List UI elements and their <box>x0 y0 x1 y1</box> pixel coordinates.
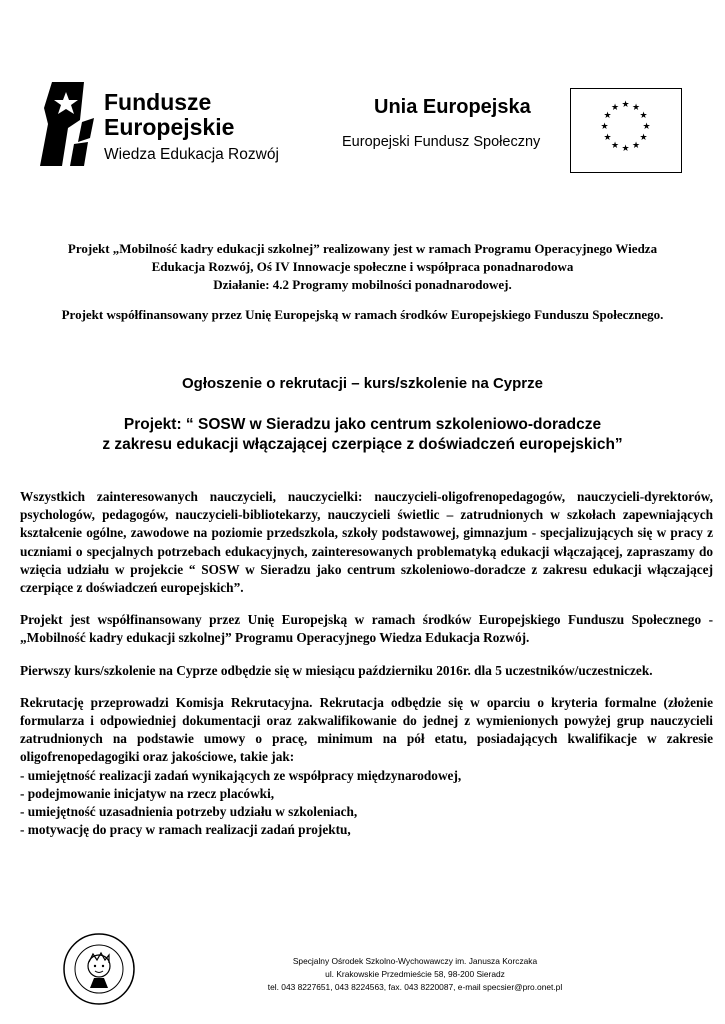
school-seal-icon <box>62 932 136 1006</box>
unia-europejska-logo <box>338 88 688 173</box>
svg-text:★: ★ <box>621 100 630 110</box>
intro-line: Projekt „Mobilność kadry edukacji szkolnej” realizowany jest w ramach Programu Operacyjnego Wiedza <box>67 241 658 256</box>
svg-text:★: ★ <box>639 111 648 121</box>
svg-text:★: ★ <box>639 133 648 143</box>
svg-text:★: ★ <box>610 141 620 151</box>
criteria-item: - umiejętność uzasadnienia potrzeby udziału w szkoleniach, <box>20 804 358 820</box>
fe-logo-subtitle: Wiedza Edukacja Rozwój <box>104 146 279 163</box>
cofinance-statement: Projekt współfinansowany przez Unię Europejską w ramach środków Europejskiego Funduszu Społecznego. <box>61 307 664 322</box>
ue-logo-title: Unia Europejska <box>374 96 531 118</box>
svg-text:★: ★ <box>603 133 612 143</box>
svg-text:★: ★ <box>642 122 651 132</box>
project-intro <box>20 240 705 324</box>
svg-text:★: ★ <box>621 144 630 154</box>
footer-line: ul. Krakowskie Przedmieście 58, 98-200 Sieradz <box>325 969 505 979</box>
fundusze-europejskie-mark-icon <box>38 78 96 170</box>
intro-line: Edukacja Rozwój, Oś IV Innowacje społeczne i współpraca ponadnarodowa <box>151 259 574 274</box>
body-paragraph: Pierwszy kurs/szkolenie na Cyprze odbędzie się w miesiącu październiku 2016r. dla 5 uczestników/uczestniczek. <box>20 662 653 678</box>
svg-text:★: ★ <box>631 103 641 113</box>
announcement-body <box>20 488 713 839</box>
footer-line: Specjalny Ośrodek Szkolno-Wychowawczy im. Janusza Korczaka <box>292 956 538 966</box>
svg-text:★: ★ <box>603 111 612 121</box>
footer <box>150 955 680 994</box>
body-paragraph: Wszystkich zainteresowanych nauczycieli, nauczycielki: nauczycieli-oligofrenopedagogów, nauczycieli-dyrektorów, psychologów, pedagogów, nauczycieli-bibliotekarzy, nauczycieli świetlic – zatrudnionych w szkołach zapewniających kształcenie ogólne, zawodowe na poziomie przedszkola, szkoły podstawowej, gimnazjum - specjalizujących się w pracy z uczniami o specjalnych potrzebach edukacyjnych, zainteresowanych problematyką edukacji włączającej, zapraszamy do wzięcia udziału w projekcie “ SOSW w Sieradzu jako centrum szkoleniowo-doradcze z zakresu edukacji włączającej czerpiące z doświadczeń europejskich”. <box>20 489 713 596</box>
body-paragraph: Rekrutację przeprowadzi Komisja Rekrutacyjna. Rekrutacja odbędzie się w oparciu o kryteria formalne (złożenie formularza i odpowiedniej dokumentacji oraz zakwalifikowanie do jednej z wymienionych powyżej grup nauczycieli zatrudnionych na podstawie umowy o pracę, minimum na pół etatu, posiadających kwalifikacje w zakresie oligofrenopedagogiki oraz jakościowe, takie jak: - umiejętność realizacji zadań wynikających ze współpracy międzynarodowej, - podejmowanie inicjatyw na rzecz placówki, - umiejętność uzasadnienia potrzeby udziału w szkoleniach, - motywację do pracy w ramach realizacji zadań projektu, <box>20 694 713 840</box>
ue-logo-subtitle: Europejski Fundusz Społeczny <box>342 134 541 150</box>
body-paragraph: Projekt jest współfinansowany przez Unię Europejską w ramach środków Europejskiego Funduszu Społecznego - „Mobilność kadry edukacji szkolnej” Programu Operacyjnego Wiedza Edukacja Rozwój. <box>20 612 713 646</box>
svg-text:★: ★ <box>631 141 641 151</box>
svg-text:★: ★ <box>610 103 620 113</box>
announcement-title: Ogłoszenie o rekrutacji – kurs/szkolenie na Cyprze <box>182 375 543 392</box>
footer-line: tel. 043 8227651, 043 8224563, fax. 043 8220087, e-mail specsier@pro.onet.pl <box>267 982 563 992</box>
eu-stars-icon <box>571 89 680 171</box>
eu-flag <box>570 88 682 173</box>
criteria-item: - podejmowanie inicjatyw na rzecz placówki, <box>20 785 275 801</box>
project-title: Projekt: “ SOSW w Sieradzu jako centrum szkoleniowo-doradcze z zakresu edukacji włączającej czerpiące z doświadczeń europejskich” <box>102 416 623 453</box>
criteria-item: - umiejętność realizacji zadań wynikających ze współpracy międzynarodowej, <box>20 767 462 783</box>
fundusze-europejskie-logo <box>38 78 288 178</box>
criteria-item: - motywację do pracy w ramach realizacji zadań projektu, <box>20 822 351 838</box>
fe-logo-title: Fundusze Europejskie <box>104 89 235 140</box>
svg-text:★: ★ <box>600 122 609 132</box>
intro-line: Działanie: 4.2 Programy mobilności ponadnarodowej. <box>213 277 512 292</box>
